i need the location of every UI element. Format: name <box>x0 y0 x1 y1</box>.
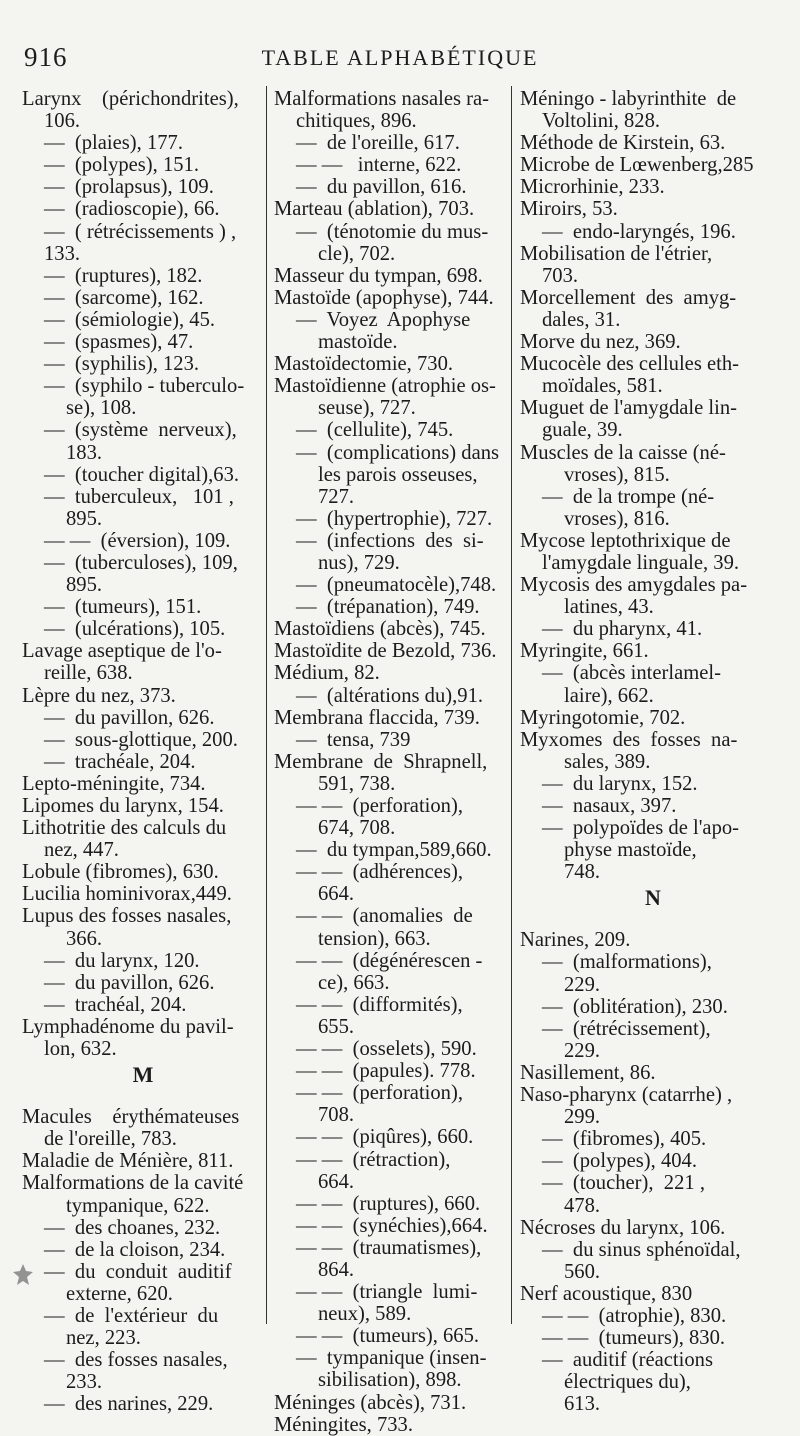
index-entry: Mastoïde (apophyse), 744. <box>274 286 494 309</box>
index-subentry: 133. <box>44 242 81 265</box>
index-subentry: — — (éversion), 109. <box>44 529 231 552</box>
page-header <box>0 42 800 78</box>
index-entry: Médium, 82. <box>274 662 380 685</box>
index-entry: Mucocèle des cellules eth- <box>520 353 739 376</box>
index-subentry: — trachéal, 204. <box>44 993 187 1016</box>
index-entry: Mycosis des amygdales pa- <box>520 574 748 597</box>
index-subentry: — du tympan,589,660. <box>296 839 492 862</box>
index-subentry: — — interne, 622. <box>296 154 462 177</box>
index-subentry: l'amygdale linguale, 39. <box>542 551 740 574</box>
index-subentry: — (fibromes), 405. <box>542 1128 707 1151</box>
index-subentry: — (tuberculoses), 109, <box>44 551 238 574</box>
index-subentry: — du sinus sphénoïdal, <box>542 1238 741 1261</box>
index-subentry: électriques du), <box>564 1371 691 1394</box>
index-subentry: — du conduit auditif <box>44 1260 232 1283</box>
index-entry: Malformations nasales ra- <box>274 88 490 110</box>
index-entry: Muguet de l'amygdale lin- <box>520 397 738 420</box>
running-title: TABLE ALPHABÉTIQUE <box>261 45 539 70</box>
index-subentry: — (tumeurs), 151. <box>44 596 202 619</box>
index-subentry: — de la cloison, 234. <box>44 1238 226 1261</box>
index-subentry: — auditif (réactions <box>542 1349 713 1372</box>
index-column-3 <box>520 88 786 1416</box>
index-entry: Marteau (ablation), 703. <box>274 198 475 221</box>
index-subentry: ce), 663. <box>318 971 390 994</box>
index-subentry: — — (perforation), <box>296 795 463 817</box>
index-subentry: — — (adhérences), <box>296 861 463 884</box>
index-entry: Microrhinie, 233. <box>520 176 665 199</box>
index-subentry: — (plaies), 177. <box>44 132 183 155</box>
index-entry: Lobule (fibromes), 630. <box>22 861 219 884</box>
index-entry: Myxomes des fosses na- <box>520 728 738 751</box>
index-subentry: 655. <box>318 1015 355 1038</box>
index-subentry: — — (atrophie), 830. <box>542 1304 727 1327</box>
index-entry: Lipomes du larynx, 154. <box>22 795 224 817</box>
index-subentry: de l'oreille, 783. <box>44 1128 177 1151</box>
index-subentry: 106. <box>44 110 81 133</box>
index-subentry: — ( rétrécissements ) , <box>44 220 237 243</box>
index-entry: Lupus des fosses nasales, <box>22 905 232 928</box>
index-subentry: — (radioscopie), 66. <box>44 198 220 221</box>
index-subentry: — (syphilis), 123. <box>44 353 200 376</box>
index-subentry: latines, 43. <box>564 596 654 619</box>
index-entry: Nécroses du larynx, 106. <box>520 1216 726 1239</box>
index-subentry: chitiques, 896. <box>296 110 417 133</box>
index-subentry: — (ténotomie du mus- <box>296 220 489 243</box>
index-entry: Myringite, 661. <box>520 640 649 663</box>
index-subentry: — (hypertrophie), 727. <box>296 507 493 530</box>
index-subentry: cle), 702. <box>318 242 396 265</box>
index-entry: Nasillement, 86. <box>520 1061 656 1084</box>
index-entry: Mastoïdiens (abcès), 745. <box>274 618 486 641</box>
index-subentry: — (système nerveux), <box>44 419 237 442</box>
index-entry: Mastoïdectomie, 730. <box>274 353 454 376</box>
index-entry: Myringotomie, 702. <box>520 706 686 729</box>
index-subentry: — polypoïdes de l'apo- <box>542 817 740 840</box>
index-subentry: — — (ruptures), 660. <box>296 1192 481 1215</box>
index-subentry: nez, 223. <box>66 1327 141 1350</box>
index-subentry: — tensa, 739 <box>296 728 411 751</box>
index-subentry: — (trépanation), 749. <box>296 596 480 619</box>
index-entry: Lymphadénome du pavil- <box>22 1015 234 1038</box>
index-column-1 <box>22 88 264 1416</box>
index-subentry: — — (anomalies de <box>296 905 473 928</box>
index-subentry: 703. <box>542 264 579 287</box>
index-subentry: 299. <box>564 1106 601 1129</box>
index-column-2 <box>274 88 506 1436</box>
index-subentry: — — (difformités), <box>296 993 463 1016</box>
index-subentry: — du pavillon, 616. <box>296 176 467 199</box>
index-subentry: externe, 620. <box>66 1282 173 1305</box>
index-subentry: physe mastoïde, <box>564 839 697 862</box>
index-subentry: 183. <box>66 441 103 464</box>
index-subentry: — des choanes, 232. <box>44 1216 221 1239</box>
index-subentry: 229. <box>564 973 601 996</box>
index-entry: Méninges (abcès), 731. <box>274 1391 467 1414</box>
index-subentry: — (polypes), 404. <box>542 1150 698 1173</box>
index-subentry: — (ulcérations), 105. <box>44 618 226 641</box>
index-entry: Méningo - labyrinthite de <box>520 88 737 110</box>
index-entry: Lepto-méningite, 734. <box>22 772 206 795</box>
index-entry: Lèpre du nez, 373. <box>22 684 176 707</box>
index-subentry: les parois osseuses, <box>318 463 478 486</box>
index-subentry: seuse), 727. <box>318 397 416 420</box>
index-subentry: 591, 738. <box>318 772 396 795</box>
index-subentry: 366. <box>66 927 103 950</box>
index-entry: Naso-pharynx (catarrhe) , <box>520 1084 733 1107</box>
section-letter: M <box>132 1062 154 1088</box>
index-subentry: 864. <box>318 1258 355 1281</box>
index-subentry: — des fosses nasales, <box>44 1349 228 1372</box>
index-subentry: sibilisation), 898. <box>318 1369 462 1392</box>
index-subentry: — (sarcome), 162. <box>44 286 204 309</box>
index-entry: Membrane de Shrapnell, <box>274 750 488 773</box>
index-subentry: — (oblitération), 230. <box>542 995 728 1018</box>
index-subentry: 613. <box>564 1393 601 1416</box>
index-entry: Mycose leptothrixique de <box>520 529 731 552</box>
index-subentry: tympanique, 622. <box>66 1194 210 1217</box>
index-subentry: — des narines, 229. <box>44 1393 214 1416</box>
index-subentry: — (pneumatocèle),748. <box>296 574 497 597</box>
index-subentry: — — (papules). 778. <box>296 1060 476 1083</box>
index-subentry: — (prolapsus), 109. <box>44 176 214 199</box>
index-subentry: 708. <box>318 1104 355 1127</box>
index-subentry: nez, 447. <box>44 839 119 862</box>
index-subentry: — de l'extérieur du <box>44 1304 219 1327</box>
index-subentry: — (altérations du),91. <box>296 684 484 707</box>
index-subentry: moïdales, 581. <box>542 375 663 398</box>
index-entry: Miroirs, 53. <box>520 198 618 221</box>
index-subentry: 895. <box>66 507 103 530</box>
index-subentry: — sous-glottique, 200. <box>44 728 238 751</box>
index-subentry: — (complications) dans <box>296 441 500 464</box>
index-entry: Morve du nez, 369. <box>520 331 681 354</box>
index-entry: Maladie de Ménière, 811. <box>22 1150 234 1173</box>
index-subentry: — — (triangle lumi- <box>296 1281 478 1304</box>
index-entry: Lucilia hominivorax,449. <box>22 883 232 906</box>
library-stamp-icon <box>10 1262 36 1288</box>
index-entry: Macules érythémateuses <box>22 1106 240 1129</box>
index-subentry: — (spasmes), 47. <box>44 331 194 354</box>
index-entry: Nerf acoustique, 830 <box>520 1282 693 1305</box>
index-subentry: — — (perforation), <box>296 1082 463 1105</box>
index-entry: Mastoïdienne (atrophie os- <box>274 375 496 398</box>
index-subentry: sales, 389. <box>564 750 651 773</box>
index-subentry: — — (piqûres), 660. <box>296 1126 474 1149</box>
index-subentry: — du pavillon, 626. <box>44 706 215 729</box>
index-subentry: — (polypes), 151. <box>44 154 200 177</box>
index-subentry: vroses), 816. <box>564 507 670 530</box>
index-subentry: 478. <box>564 1194 601 1217</box>
index-entry: Méningites, 733. <box>274 1413 413 1436</box>
index-subentry: — — (synéchies),664. <box>296 1214 488 1237</box>
index-entry: Narines, 209. <box>520 929 631 952</box>
index-subentry: 560. <box>564 1260 601 1283</box>
index-subentry: 727. <box>318 485 355 508</box>
index-subentry: — (toucher digital),63. <box>44 463 240 486</box>
index-subentry: — (malformations), <box>542 951 712 974</box>
index-subentry: 664. <box>318 1170 355 1193</box>
index-subentry: — de la trompe (né- <box>542 485 715 508</box>
column-rule-right <box>511 86 512 1324</box>
index-entry: Lavage aseptique de l'o- <box>22 640 222 663</box>
index-subentry: — — (dégénérescen - <box>296 949 483 972</box>
index-subentry: — (infections des si- <box>296 529 484 552</box>
index-subentry: lon, 632. <box>44 1038 117 1061</box>
index-subentry: guale, 39. <box>542 419 623 442</box>
index-subentry: — (sémiologie), 45. <box>44 308 216 331</box>
index-subentry: 229. <box>564 1039 601 1062</box>
index-subentry: vroses), 815. <box>564 463 670 486</box>
index-entry: Membrana flaccida, 739. <box>274 706 480 729</box>
index-subentry: — — (tumeurs), 830. <box>542 1327 726 1350</box>
index-subentry: se), 108. <box>66 397 137 420</box>
index-entry: Méthode de Kirstein, 63. <box>520 132 726 155</box>
index-subentry: — (rétrécissement), <box>542 1017 711 1040</box>
index-entry: Morcellement des amyg- <box>520 286 737 309</box>
index-subentry: 664. <box>318 883 355 906</box>
index-subentry: — du pharynx, 41. <box>542 618 703 641</box>
section-letter: N <box>645 885 661 911</box>
column-rule-left <box>266 86 267 1324</box>
index-entry: Larynx (périchondrites), <box>22 88 239 110</box>
index-subentry: — — (traumatismes), <box>296 1236 482 1259</box>
index-subentry: — du larynx, 120. <box>44 949 200 972</box>
index-subentry: — nasaux, 397. <box>542 795 677 817</box>
index-subentry: — tuberculeux, 101 , <box>44 485 234 508</box>
index-subentry: — — (osselets), 590. <box>296 1038 477 1061</box>
index-subentry: tension), 663. <box>318 927 431 950</box>
index-entry: Mastoïdite de Bezold, 736. <box>274 640 497 663</box>
index-subentry: nus), 729. <box>318 551 400 574</box>
index-subentry: 233. <box>66 1371 103 1394</box>
index-subentry: 674, 708. <box>318 817 396 840</box>
index-entry: Masseur du tympan, 698. <box>274 264 483 287</box>
index-entry: Mobilisation de l'étrier, <box>520 242 713 265</box>
index-subentry: — du larynx, 152. <box>542 772 698 795</box>
index-subentry: 748. <box>564 861 601 884</box>
index-subentry: — trachéale, 204. <box>44 750 196 773</box>
index-subentry: Voltolini, 828. <box>542 110 661 133</box>
index-subentry: 895. <box>66 574 103 597</box>
index-subentry: — (toucher), 221 , <box>542 1172 705 1195</box>
index-subentry: — (ruptures), 182. <box>44 264 203 287</box>
page-number: 916 <box>24 42 68 72</box>
index-subentry: — — (tumeurs), 665. <box>296 1325 480 1348</box>
index-subentry: — de l'oreille, 617. <box>296 132 460 155</box>
index-subentry: — (abcès interlamel- <box>542 662 721 685</box>
index-subentry: neux), 589. <box>318 1303 412 1326</box>
index-entry: Lithotritie des calculs du <box>22 817 227 840</box>
index-subentry: — (cellulite), 745. <box>296 419 454 442</box>
index-subentry: — (syphilo - tuberculo- <box>44 375 245 398</box>
index-subentry: — — (rétraction), <box>296 1148 451 1171</box>
index-subentry: mastoïde. <box>318 331 398 354</box>
index-subentry: — Voyez Apophyse <box>296 308 471 331</box>
index-subentry: — tympanique (insen- <box>296 1347 487 1370</box>
index-subentry: — du pavillon, 626. <box>44 971 215 994</box>
index-subentry: dales, 31. <box>542 308 621 331</box>
index-entry: Malformations de la cavité <box>22 1172 244 1195</box>
index-subentry: — endo-laryngés, 196. <box>542 220 736 243</box>
index-subentry: reille, 638. <box>44 662 133 685</box>
index-entry: Microbe de Lœwenberg,285 <box>520 154 754 177</box>
index-entry: Muscles de la caisse (né- <box>520 441 726 464</box>
index-subentry: laire), 662. <box>564 684 654 707</box>
